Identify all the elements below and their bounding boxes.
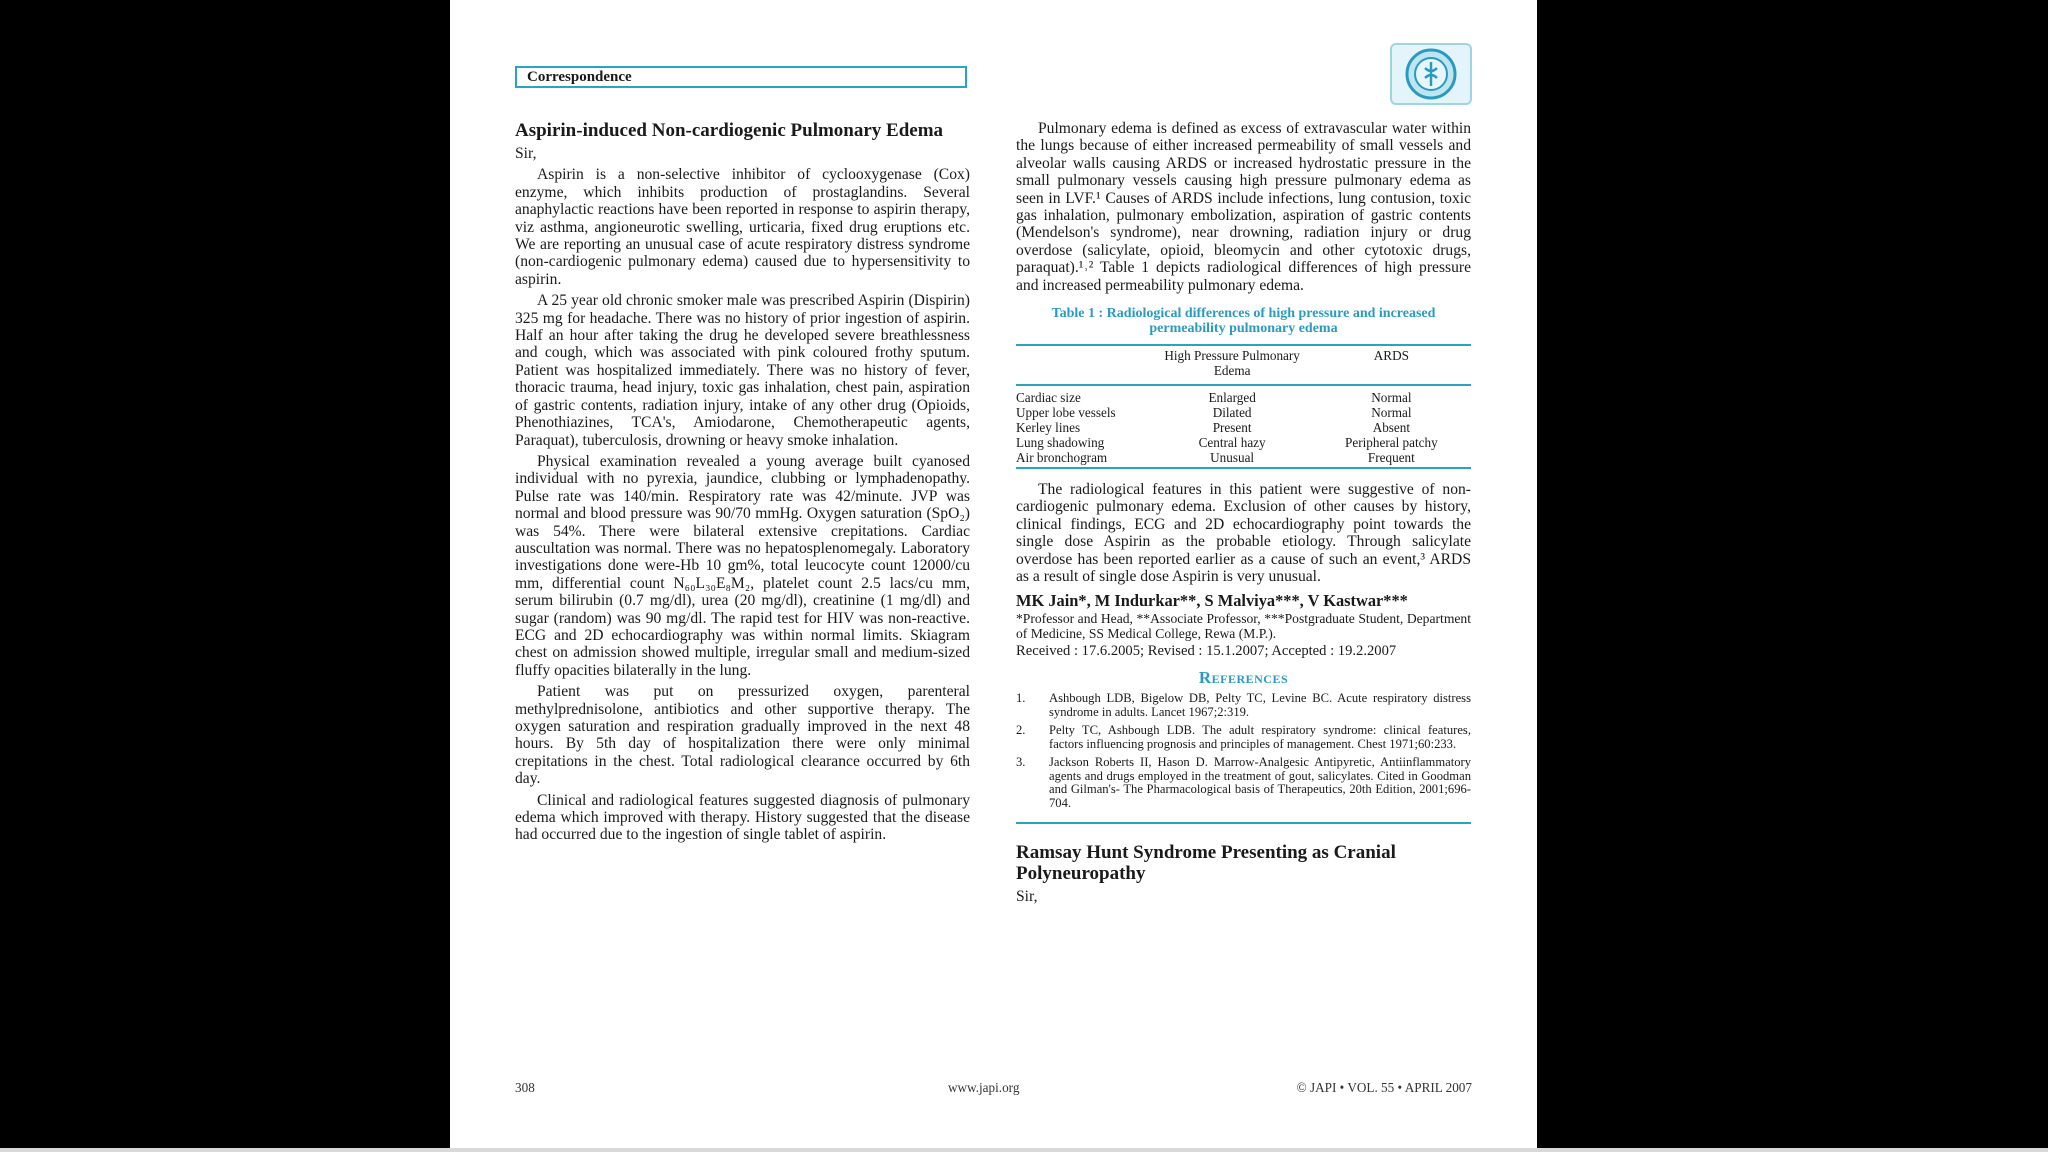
body-paragraph: Physical examination revealed a young average built cyanosed individual with no pyrexia, jaundice, clubbing or lymphadenopathy. Pulse rate was 140/min. Respiratory rate was 42/minute. JVP was normal and blood pressure was 90/70 mmHg. Oxygen saturation (SpO₂) was 54%. There were bilateral extensive crepitations. Cardiac auscultation was normal. There was no hepatosplenomegaly. Laboratory investigations done were-Hb 10 gm%, total leucocyte count 12000/cu mm, differential count N₆₀L₃₀E₈M₂, platelet count 2.5 lacs/cu mm, serum bilirubin (0.7 mg/dl), urea (20 mg/dl), creatinine (1 mg/dl) and sugar (random) was 90 mg/dl. The rapid test for HIV was non-reactive. ECG and 2D echocardiography was within normal limits. Skiagram chest on admission showed multiple, irregular small and medium-sized fluffy opacities bilaterally in the lung. xyxy=(515,452,970,679)
body-paragraph: Patient was put on pressurized oxygen, parenteral methylprednisolone, antibiotics and other supportive therapy. The oxygen saturation and respiration gradually improved in the next 48 hours. By 5th day of hospitalization there were only minimal crepitations in the chest. Total radiological clearance occurred by 6th day. xyxy=(515,683,970,788)
journal-citation: © JAPI • VOL. 55 • APRIL 2007 xyxy=(1296,1080,1472,1095)
author-affiliation: *Professor and Head, **Associate Professor, ***Postgraduate Student, Department of Medicine, SS Medical College, Rewa (M.P.). xyxy=(1016,610,1471,641)
bottom-strip xyxy=(0,1148,2048,1152)
journal-logo xyxy=(1390,43,1472,105)
right-column xyxy=(1016,120,1471,909)
table-caption: Table 1 : Radiological differences of high pressure and increased permeability pulmonary edema xyxy=(1051,306,1436,337)
table-cell: Lung shadowing xyxy=(1016,435,1105,451)
body-paragraph: Clinical and radiological features suggested diagnosis of pulmonary edema which improved with therapy. History suggested that the disease had occurred due to the ingestion of single tablet of aspirin. xyxy=(515,791,970,844)
table-cell: Cardiac size xyxy=(1016,390,1081,406)
body-paragraph: Pulmonary edema is defined as excess of extravascular water within the lungs because of either increased permeability of small vessels and alveolar walls causing ARDS or increased hydrostatic pressure in the small pulmonary vessels causing high pressure pulmonary edema as seen in LVF.¹ Causes of ARDS include infections, lung contusion, toxic gas inhalation, pulmonary embolization, aspiration of gastric contents (Mendelson's syndrome), near drowning, radiation injury or drug overdose (salicylate, opioid, bleomycin and other cytotoxic drugs, paraquat).¹˒² Table 1 depicts radiological differences of high pressure and increased permeability pulmonary edema. xyxy=(1016,120,1471,294)
reference-item xyxy=(1016,724,1471,751)
reference-number: 3. xyxy=(1016,755,1026,770)
reference-text: Jackson Roberts II, Hason D. Marrow-Analgesic Antipyretic, Antiinflammatory agents and drugs employed in the treatment of gout, salicylates. Cited in Goodman and Gilman's- The Pharmacological basis of Therapeutics, 20th Edition, 2001;696-704. xyxy=(1049,755,1471,811)
next-article-title: Ramsay Hunt Syndrome Presenting as Cranial Polyneuropathy xyxy=(1016,841,1396,884)
reference-text: Pelty TC, Ashbough LDB. The adult respiratory syndrome: clinical features, factors influencing prognosis and principles of management. Chest 1971;60:233. xyxy=(1049,723,1471,751)
reference-number: 2. xyxy=(1016,723,1026,738)
journal-page xyxy=(450,0,1537,1148)
table-row xyxy=(1016,405,1471,420)
table-row xyxy=(1016,385,1471,405)
table-cell: Normal xyxy=(1371,390,1412,406)
section-label: Correspondence xyxy=(515,66,967,88)
table-cell: Present xyxy=(1212,420,1252,436)
table-header xyxy=(1016,345,1153,385)
article-title: Aspirin-induced Non-cardiogenic Pulmonary Edema xyxy=(515,120,944,141)
salutation: Sir, xyxy=(515,145,537,162)
table-cell: Enlarged xyxy=(1208,390,1256,406)
table-row xyxy=(1016,435,1471,450)
manuscript-dates: Received : 17.6.2005; Revised : 15.1.2007; Accepted : 19.2.2007 xyxy=(1016,642,1397,659)
author-list: MK Jain*, M Indurkar**, S Malviya***, V Kastwar*** xyxy=(1016,590,1408,610)
journal-seal-icon xyxy=(1400,47,1462,101)
journal-url[interactable]: www.japi.org xyxy=(948,1080,1020,1095)
radiology-table xyxy=(1016,344,1471,469)
left-column xyxy=(515,120,970,848)
page-number: 308 xyxy=(515,1080,535,1095)
reference-text: Ashbough LDB, Bigelow DB, Pelty TC, Levine BC. Acute respiratory distress syndrome in adults. Lancet 1967;2:319. xyxy=(1049,690,1471,719)
reference-list xyxy=(1016,692,1471,824)
table-cell: Air bronchogram xyxy=(1016,450,1153,468)
table-cell: Absent xyxy=(1372,420,1411,436)
table-row xyxy=(1016,450,1471,468)
reference-item xyxy=(1016,692,1471,719)
table-header: High Pressure Pulmonary Edema xyxy=(1153,345,1312,385)
table-cell: Kerley lines xyxy=(1016,420,1081,436)
table-cell: Dilated xyxy=(1212,405,1252,421)
body-paragraph: The radiological features in this patient were suggestive of non-cardiogenic pulmonary edema. Exclusion of other causes by history, clinical findings, ECG and 2D echocardiography point towards the single dose Aspirin as the probable etiology. Through salicylate overdose has been reported earlier as a cause of such an event,³ ARDS as a result of single dose Aspirin is very unusual. xyxy=(1016,481,1471,586)
table-cell: Central hazy xyxy=(1198,435,1266,451)
table-cell: Normal xyxy=(1371,405,1412,421)
reference-number: 1. xyxy=(1016,690,1026,705)
next-article-salutation: Sir, xyxy=(1016,887,1038,905)
body-paragraph: Aspirin is a non-selective inhibitor of cyclooxygenase (Cox) enzyme, which inhibits production of prostaglandins. Several anaphylactic reactions have been reported in response to aspirin therapy, viz asthma, angioneurotic swelling, urticaria, fixed drug eruptions etc. We are reporting an unusual case of acute respiratory distress syndrome (non-cardiogenic pulmonary edema) caused due to hypersensitivity to aspirin. xyxy=(515,166,970,288)
body-paragraph: A 25 year old chronic smoker male was prescribed Aspirin (Dispirin) 325 mg for headache. There was no history of prior ingestion of aspirin. Half an hour after taking the drug he developed severe breathlessness and cough, which was associated with pink coloured frothy sputum. Patient was hospitalized immediately. There was no history of fever, thoracic trauma, head injury, toxic gas inhalation, chest pain, aspiration of gastric contents, radiation injury, intake of any other drug (Opioids, Phenothiazines, TCA's, Amiodarone, Chemotherapeutic agents, Paraquat), tuberculosis, drowning or heavy smoke inhalation. xyxy=(515,292,970,449)
table-cell: Upper lobe vessels xyxy=(1016,405,1116,421)
table-cell: Peripheral patchy xyxy=(1345,435,1438,451)
references-heading: References xyxy=(1198,667,1289,687)
table-cell: Unusual xyxy=(1153,450,1312,468)
table-cell: Frequent xyxy=(1312,450,1471,468)
table-header: ARDS xyxy=(1312,345,1471,385)
table-row xyxy=(1016,420,1471,435)
reference-item xyxy=(1016,756,1471,810)
